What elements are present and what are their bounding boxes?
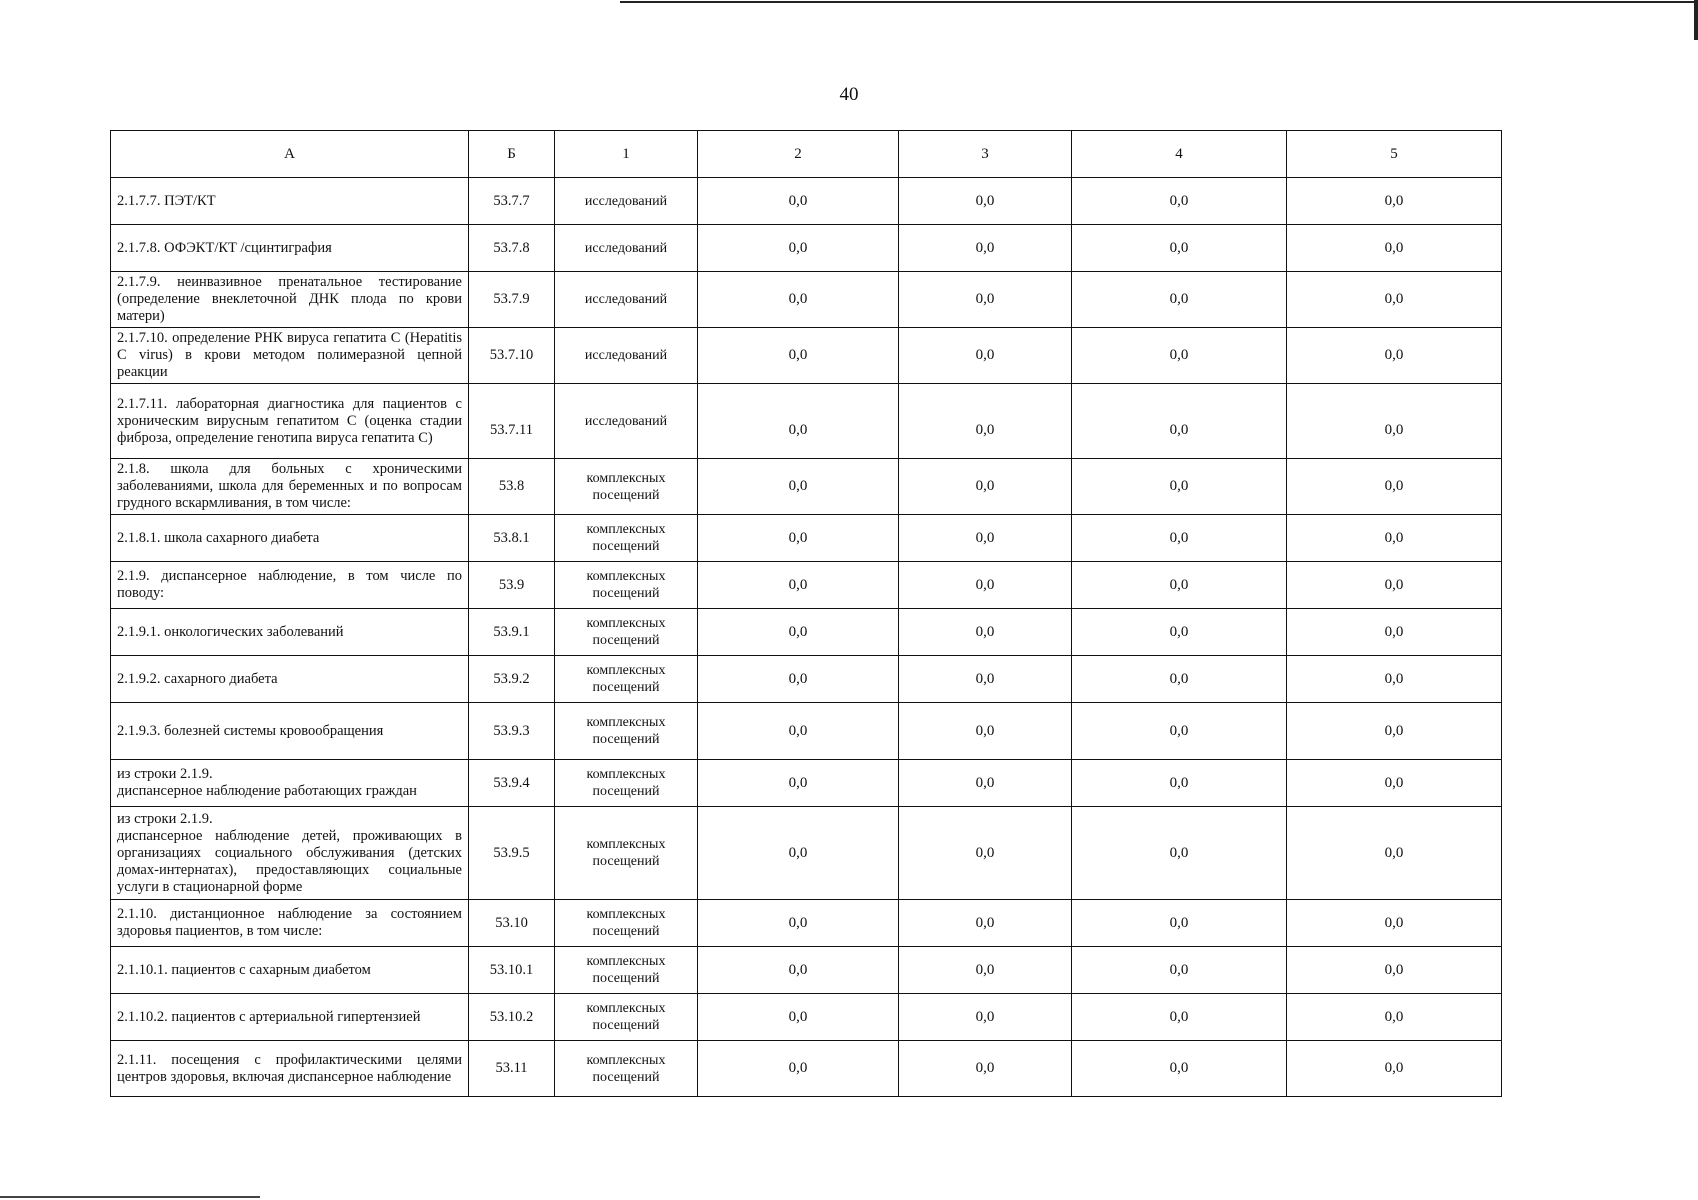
- row-value-4: 0,0: [1072, 947, 1287, 994]
- row-name: 2.1.10. дистанционное наблюдение за состоянием здоровья пациентов, в том числе:: [111, 900, 469, 947]
- row-code: 53.9.3: [469, 703, 555, 760]
- row-code: 53.11: [469, 1041, 555, 1097]
- row-unit: исследований: [555, 178, 698, 225]
- row-unit: комплексных посещений: [555, 515, 698, 562]
- row-value-4: 0,0: [1072, 459, 1287, 515]
- row-unit: комплексных посещений: [555, 656, 698, 703]
- row-value-2: 0,0: [698, 656, 899, 703]
- row-unit: исследований: [555, 272, 698, 328]
- row-name: 2.1.9.3. болезней системы кровообращения: [111, 703, 469, 760]
- top-scan-rule: [620, 1, 1698, 3]
- row-value-2: 0,0: [698, 459, 899, 515]
- row-value-3: 0,0: [899, 609, 1072, 656]
- row-code: 53.7.9: [469, 272, 555, 328]
- row-unit: комплексных посещений: [555, 562, 698, 609]
- table-row: [111, 225, 1502, 272]
- row-value-4: 0,0: [1072, 807, 1287, 900]
- row-name: 2.1.9.2. сахарного диабета: [111, 656, 469, 703]
- row-code: 53.10.2: [469, 994, 555, 1041]
- col-header-2: 2: [698, 131, 899, 178]
- row-code: 53.10: [469, 900, 555, 947]
- row-unit: комплексных посещений: [555, 1041, 698, 1097]
- col-header-b: Б: [469, 131, 555, 178]
- row-code: 53.7.7: [469, 178, 555, 225]
- row-value-4: 0,0: [1072, 272, 1287, 328]
- row-value-3: 0,0: [899, 459, 1072, 515]
- bottom-scan-rule: [0, 1196, 260, 1198]
- row-value-5: 0,0: [1287, 760, 1502, 807]
- table-row: [111, 272, 1502, 328]
- row-value-3: 0,0: [899, 178, 1072, 225]
- table-row: [111, 656, 1502, 703]
- header-row: [111, 131, 1502, 178]
- table-row: [111, 459, 1502, 515]
- row-name: 2.1.8.1. школа сахарного диабета: [111, 515, 469, 562]
- row-value-4: 0,0: [1072, 609, 1287, 656]
- row-name: 2.1.7.7. ПЭТ/КТ: [111, 178, 469, 225]
- table-row: [111, 1041, 1502, 1097]
- table-row: [111, 384, 1502, 459]
- row-value-5: 0,0: [1287, 515, 1502, 562]
- table-row: [111, 900, 1502, 947]
- row-value-5: 0,0: [1287, 459, 1502, 515]
- row-name: 2.1.7.10. определение РНК вируса гепатита С (Hepatitis C virus) в крови методом полимеразной цепной реакции: [111, 328, 469, 384]
- row-code: 53.7.11: [469, 384, 555, 459]
- row-value-2: 0,0: [698, 562, 899, 609]
- row-value-2: 0,0: [698, 609, 899, 656]
- row-value-5: 0,0: [1287, 994, 1502, 1041]
- row-code: 53.9: [469, 562, 555, 609]
- row-unit: комплексных посещений: [555, 807, 698, 900]
- row-name: 2.1.11. посещения с профилактическими целями центров здоровья, включая диспансерное наблюдение: [111, 1041, 469, 1097]
- row-name: 2.1.9. диспансерное наблюдение, в том числе по поводу:: [111, 562, 469, 609]
- row-value-3: 0,0: [899, 328, 1072, 384]
- row-name: из строки 2.1.9. диспансерное наблюдение работающих граждан: [111, 760, 469, 807]
- row-name: 2.1.7.11. лабораторная диагностика для пациентов с хроническим вирусным гепатитом С (оценка стадии фиброза, определение генотипа вируса гепатита С): [111, 384, 469, 459]
- row-value-4: 0,0: [1072, 178, 1287, 225]
- row-name: 2.1.9.1. онкологических заболеваний: [111, 609, 469, 656]
- row-value-3: 0,0: [899, 807, 1072, 900]
- row-value-3: 0,0: [899, 562, 1072, 609]
- row-value-2: 0,0: [698, 703, 899, 760]
- row-value-2: 0,0: [698, 807, 899, 900]
- row-value-3: 0,0: [899, 900, 1072, 947]
- table-row: [111, 703, 1502, 760]
- row-unit: комплексных посещений: [555, 703, 698, 760]
- row-unit: комплексных посещений: [555, 900, 698, 947]
- row-name: из строки 2.1.9. диспансерное наблюдение детей, проживающих в организациях социального обслуживания (детских домах-интернатах), предоставляющих социальные услуги в стационарной форме: [111, 807, 469, 900]
- row-value-4: 0,0: [1072, 703, 1287, 760]
- table-row: [111, 328, 1502, 384]
- row-value-5: 0,0: [1287, 900, 1502, 947]
- row-value-5: 0,0: [1287, 1041, 1502, 1097]
- row-value-2: 0,0: [698, 900, 899, 947]
- row-code: 53.8: [469, 459, 555, 515]
- row-value-4: 0,0: [1072, 656, 1287, 703]
- row-value-5: 0,0: [1287, 562, 1502, 609]
- row-code: 53.7.8: [469, 225, 555, 272]
- table-row: [111, 515, 1502, 562]
- row-value-5: 0,0: [1287, 225, 1502, 272]
- row-code: 53.9.1: [469, 609, 555, 656]
- row-name: 2.1.8. школа для больных с хроническими заболеваниями, школа для беременных и по вопросам грудного вскармливания, в том числе:: [111, 459, 469, 515]
- row-code: 53.8.1: [469, 515, 555, 562]
- col-header-5: 5: [1287, 131, 1502, 178]
- row-code: 53.10.1: [469, 947, 555, 994]
- row-value-5: 0,0: [1287, 656, 1502, 703]
- row-unit: исследований: [555, 328, 698, 384]
- top-right-scan-edge: [1694, 0, 1698, 40]
- row-value-5: 0,0: [1287, 947, 1502, 994]
- row-value-2: 0,0: [698, 1041, 899, 1097]
- table-row: [111, 760, 1502, 807]
- row-unit: комплексных посещений: [555, 947, 698, 994]
- page-number: 40: [839, 84, 859, 105]
- row-value-5: 0,0: [1287, 703, 1502, 760]
- row-code: 53.9.4: [469, 760, 555, 807]
- row-value-2: 0,0: [698, 328, 899, 384]
- row-value-2: 0,0: [698, 760, 899, 807]
- row-value-5: 0,0: [1287, 609, 1502, 656]
- report-table: [110, 130, 1502, 1097]
- row-name: 2.1.7.8. ОФЭКТ/КТ /сцинтиграфия: [111, 225, 469, 272]
- row-unit: комплексных посещений: [555, 609, 698, 656]
- row-value-3: 0,0: [899, 1041, 1072, 1097]
- row-value-2: 0,0: [698, 515, 899, 562]
- row-code: 53.9.5: [469, 807, 555, 900]
- row-name: 2.1.10.1. пациентов с сахарным диабетом: [111, 947, 469, 994]
- table-row: [111, 562, 1502, 609]
- row-value-2: 0,0: [698, 178, 899, 225]
- row-value-5: 0,0: [1287, 384, 1502, 459]
- row-value-2: 0,0: [698, 384, 899, 459]
- row-value-5: 0,0: [1287, 178, 1502, 225]
- row-unit: исследований: [555, 225, 698, 272]
- col-header-4: 4: [1072, 131, 1287, 178]
- row-value-4: 0,0: [1072, 900, 1287, 947]
- row-value-3: 0,0: [899, 947, 1072, 994]
- row-name: 2.1.10.2. пациентов с артериальной гипертензией: [111, 994, 469, 1041]
- row-unit: комплексных посещений: [555, 760, 698, 807]
- row-code: 53.7.10: [469, 328, 555, 384]
- table-row: [111, 178, 1502, 225]
- row-value-5: 0,0: [1287, 328, 1502, 384]
- table-row: [111, 947, 1502, 994]
- row-value-2: 0,0: [698, 272, 899, 328]
- row-value-4: 0,0: [1072, 225, 1287, 272]
- row-value-4: 0,0: [1072, 562, 1287, 609]
- row-value-5: 0,0: [1287, 272, 1502, 328]
- col-header-3: 3: [899, 131, 1072, 178]
- row-code: 53.9.2: [469, 656, 555, 703]
- row-value-3: 0,0: [899, 515, 1072, 562]
- row-unit: комплексных посещений: [555, 459, 698, 515]
- col-header-1: 1: [555, 131, 698, 178]
- row-value-4: 0,0: [1072, 994, 1287, 1041]
- row-value-4: 0,0: [1072, 384, 1287, 459]
- row-value-2: 0,0: [698, 994, 899, 1041]
- row-value-3: 0,0: [899, 656, 1072, 703]
- row-value-2: 0,0: [698, 947, 899, 994]
- row-unit: комплексных посещений: [555, 994, 698, 1041]
- row-name: 2.1.7.9. неинвазивное пренатальное тестирование (определение внеклеточной ДНК плода по крови матери): [111, 272, 469, 328]
- row-value-3: 0,0: [899, 272, 1072, 328]
- row-value-4: 0,0: [1072, 328, 1287, 384]
- table-row: [111, 994, 1502, 1041]
- table-row: [111, 609, 1502, 656]
- row-value-3: 0,0: [899, 994, 1072, 1041]
- row-value-4: 0,0: [1072, 515, 1287, 562]
- row-value-4: 0,0: [1072, 1041, 1287, 1097]
- row-value-3: 0,0: [899, 703, 1072, 760]
- col-header-a: А: [111, 131, 469, 178]
- row-value-2: 0,0: [698, 225, 899, 272]
- row-value-3: 0,0: [899, 384, 1072, 459]
- row-value-3: 0,0: [899, 225, 1072, 272]
- row-unit: исследований: [555, 384, 698, 459]
- table-row: [111, 807, 1502, 900]
- row-value-3: 0,0: [899, 760, 1072, 807]
- row-value-5: 0,0: [1287, 807, 1502, 900]
- row-value-4: 0,0: [1072, 760, 1287, 807]
